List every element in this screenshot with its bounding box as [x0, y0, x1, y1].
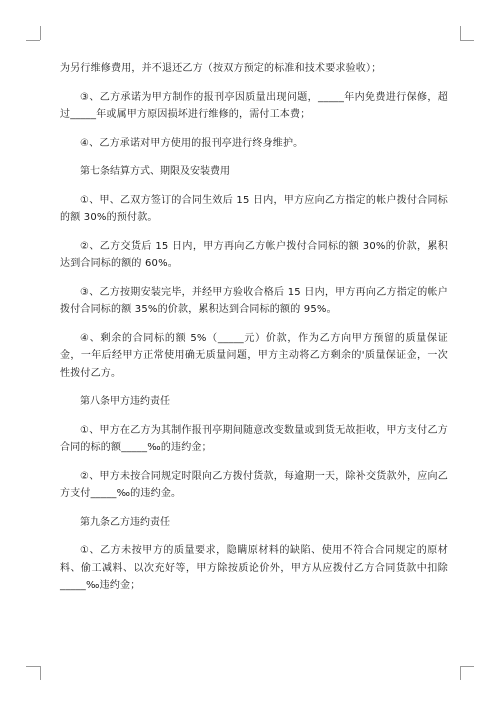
section-heading-article-8: 第八条甲方违约责任 [80, 396, 170, 407]
paragraph-payment-3: ③、乙方按期安装完毕，并经甲方验收合格后 15 日内，甲方再向乙方指定的帐户拨付合同标的额 35%的价款，累积达到合同标的额的 95%。 [60, 286, 448, 315]
paragraph-maintenance-clause: ④、乙方承诺对甲方使用的报刊亭进行终身维护。 [80, 137, 304, 149]
paragraph-payment-4: ④、剩余的合同标的额 5%（_____元）价款，作为乙方向甲方预留的质量保证金，一年后经甲方正常使用确无质量问题，甲方主动将乙方剩余的'质量保证金，一次性拨付乙方。 [60, 332, 448, 379]
paragraph-party-a-breach-1: ①、甲方在乙方为其制作报刊亭期间随意改变数量或到货无故拒收，甲方支付乙方合同的标的额_____‰的违约金； [60, 424, 448, 453]
paragraph-continuation: 为另行维修费用，并不退还乙方（按双方预定的标准和技术要求验收）； [60, 63, 382, 74]
section-heading-article-9: 第九条乙方违约责任 [80, 516, 170, 528]
paragraph-warranty-clause: ③、乙方承诺为甲方制作的报刊亭因质量出现问题，_____年内免费进行保修，超过_____年或属甲方原因损坏进行维修的，需付工本费； [60, 91, 448, 120]
document-body [60, 60, 448, 606]
paragraph-party-b-breach-1: ①、乙方未按甲方的质量要求，隐瞒原材料的缺陷、使用不符合合同规定的原材料、偷工减料、以次充好等，甲方除按质论价外，甲方从应拨付乙方合同货款中扣除_____‰违约金； [60, 545, 448, 591]
paragraph-payment-1: ①、甲、乙双方签订的合同生效后 15 日内，甲方应向乙方指定的帐户拨付合同标的额 30%的预付款。 [60, 194, 448, 223]
paragraph-party-a-breach-2: ②、甲方未按合同规定时限向乙方拨付货款，每逾期一天，除补交货款外，应向乙方支付_____‰的违约金。 [60, 470, 448, 499]
paragraph-payment-2: ②、乙方交货后 15 日内，甲方再向乙方帐户拨付合同标的额 30%的价款，累积达到合同标的额的 60%。 [60, 240, 448, 269]
section-heading-article-7: 第七条结算方式、期限及安装费用 [80, 166, 230, 177]
